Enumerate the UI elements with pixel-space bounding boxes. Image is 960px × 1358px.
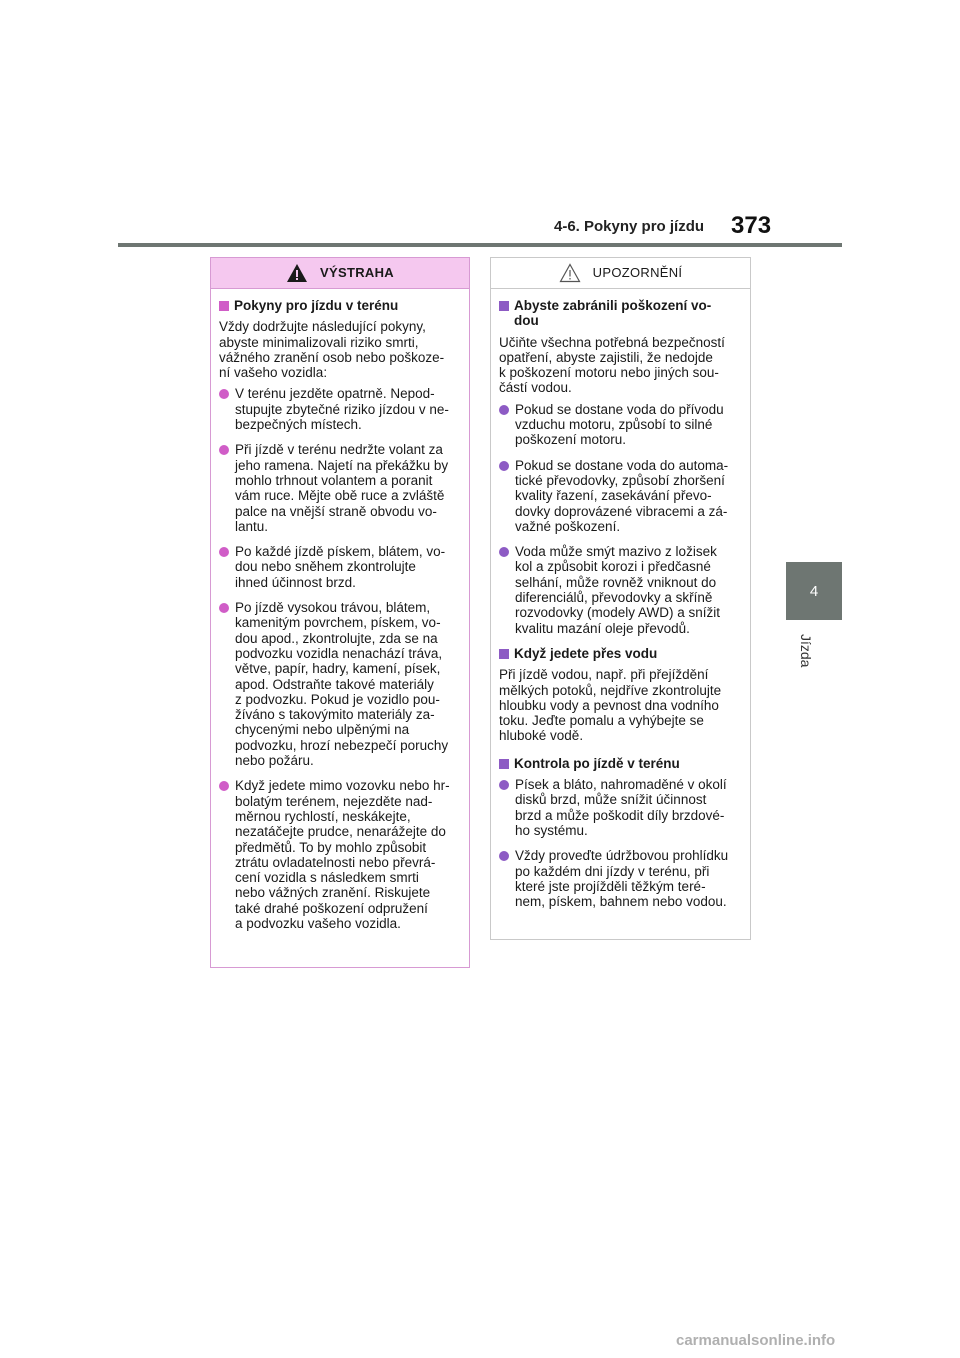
circle-bullet-icon	[219, 547, 229, 557]
notice-intro: Učiňte všechna potřebná bezpečností opatření, abyste zajistili, že nedojde k poškození motoru nebo jiných sou- částí vodou.	[499, 334, 725, 396]
list-item: Voda může smýt mazivo z ložisek kol a způsobit korozi i předčasné selhání, může rovněž vniknout do diferenciálů, převodovky a skříně rozvodovky (modely AWD) a snížit kvalitu mazání oleje převodů.	[499, 544, 742, 636]
circle-bullet-icon	[219, 445, 229, 455]
circle-bullet-icon	[499, 405, 509, 415]
circle-bullet-icon	[499, 851, 509, 861]
chapter-tab	[786, 562, 842, 620]
square-bullet-icon	[499, 759, 509, 769]
notice-header	[491, 258, 750, 289]
circle-bullet-icon	[499, 547, 509, 557]
list-item: V terénu jezděte opatrně. Nepod- stupujte zbytečné riziko jízdou v ne- bezpečných místech.	[219, 386, 461, 432]
list-item: Písek a bláto, nahromaděné v okolí disků brzd, může snížit účinnost brzd a může poškodit díly brzdové- ho systému.	[499, 777, 742, 838]
watermark: carmanualsonline.info	[676, 1332, 836, 1349]
circle-bullet-icon	[499, 780, 509, 790]
section-heading: Když jedete přes vodu	[499, 646, 742, 661]
list-item: Pokud se dostane voda do přívodu vzduchu motoru, způsobí to silné poškození motoru.	[499, 402, 742, 448]
circle-bullet-icon	[219, 389, 229, 399]
square-bullet-icon	[499, 649, 509, 659]
list-item: Po jízdě vysokou trávou, blátem, kamenitým povrchem, pískem, vo- dou apod., zkontrolujte, zda se na podvozku vozidla nenachází tráva, větve, papír, hadry, kamení, písek, apod. Odstraňte takové materiály z podvozku. Pokud je vozidlo pou- žíváno s takovýmito materiály za- chycenými nebo ulpěnými na podvozku, hrozí nebezpečí poruchy nebo požáru.	[219, 600, 461, 768]
list-item: Když jedete mimo vozovku nebo hr- bolatým terénem, nejezděte nad- měrnou rychlostí, neskákejte, nezatáčejte prudce, nenarážejte do předmětů. To by mohlo způsobit ztrátu ovladatelnosti nebo převrá- cení vozidla s následkem smrti nebo vážných zranění. Riskujete také drahé poškození odpružení a podvozku vašeho vozidla.	[219, 778, 461, 931]
warning-header	[211, 258, 469, 289]
section-heading: Kontrola po jízdě v terénu	[499, 756, 742, 771]
square-bullet-icon	[219, 301, 229, 311]
section-heading: Pokyny pro jízdu v terénu	[219, 298, 461, 313]
warning-box	[210, 257, 470, 968]
water-driving-text: Při jízdě vodou, např. při přejíždění mělkých potoků, nejdříve zkontrolujte hloubku vody a pevnost dna vodního toku. Jeďte pomalu a vyhýbejte se hluboké vodě.	[499, 667, 722, 744]
section-heading: Abyste zabránili poškození vo- dou	[499, 298, 742, 329]
list-item: Po každé jízdě pískem, blátem, vo- dou nebo sněhem zkontrolujte ihned účinnost brzd.	[219, 544, 461, 590]
page-number: 373	[731, 212, 772, 239]
notice-box	[490, 257, 751, 940]
notice-title: UPOZORNĚNÍ	[592, 265, 683, 281]
circle-bullet-icon	[499, 461, 509, 471]
section-title: 4-6. Pokyny pro jízdu	[554, 218, 705, 235]
list-item: Při jízdě v terénu nedržte volant za jeho ramena. Najetí na překážku by mohlo trhnout volantem a poranit vám ruce. Mějte obě ruce a zvláště palce na vnější straně obvodu vo- lantu.	[219, 442, 461, 534]
square-bullet-icon	[499, 301, 509, 311]
chapter-title: Jízda	[798, 634, 814, 668]
list-item: Pokud se dostane voda do automa- tické převodovky, způsobí zhoršení kvality řazení, zasekávání převo- dovky doprovázené vibracemi a zá- važné poškození.	[499, 458, 742, 534]
header-rule	[118, 243, 842, 247]
circle-bullet-icon	[219, 781, 229, 791]
warning-title: VÝSTRAHA	[320, 265, 394, 281]
caution-icon	[559, 263, 581, 283]
chapter-number: 4	[809, 582, 819, 600]
circle-bullet-icon	[219, 603, 229, 613]
list-item: Vždy proveďte údržbovou prohlídku po každém dni jízdy v terénu, při které jste projížděli těžkým teré- nem, pískem, bahnem nebo vodou.	[499, 848, 742, 909]
warning-icon	[286, 263, 308, 283]
warning-intro: Vždy dodržujte následující pokyny, abyste minimalizovali riziko smrti, vážného zranění osob nebo poškoze- ní vašeho vozidla:	[219, 319, 445, 381]
